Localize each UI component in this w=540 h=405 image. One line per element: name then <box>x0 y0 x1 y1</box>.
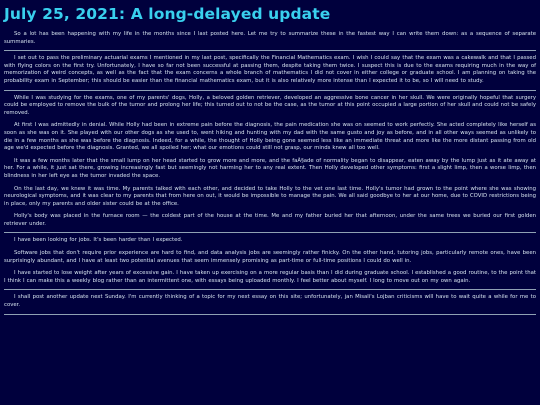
holly-paragraph-4: On the last day, we knew it was time. My parents talked with each other, and decided to take Holly to the vet one last time. Holly's tumor had grown to the point where she was showing neurological symptoms, and it was clear to my parents that from here on out, it would be impossible to manage the pain. We all said goodbye to her at our home, due to COVID restrictions being in place, only my parents and older sister could be at the office. <box>4 185 536 207</box>
jobs-paragraph-1: I have been looking for jobs. It's been harder than I expected. <box>14 237 183 244</box>
section-divider <box>4 232 536 233</box>
holly-paragraph-3: It was a few months later that the small lump on her head started to grow more and more, and the faÃ§ade of normality began to disappear, eaten away by the lump just as it ate away at her. For a while, it just sat there, growing increasingly fast but seemingly not harming her to any real extent. Then Holly developed other symptoms: first a slight limp, then a worse limp, then blindness in her left eye as the tumor invaded the space. <box>4 157 536 179</box>
closing-paragraph: I shall post another update next Sunday. I'm currently thinking of a topic for my next essay on this site; unfortunately, jan Misali's Lojban criticisms will have to wait quite a while for me to cover. <box>4 294 536 309</box>
intro-paragraph: So a lot has been happening with my life in the months since I last posted here. Let me try to summarize these in the fastest way I can write them down: as a sequence of separate summaries. <box>4 31 536 45</box>
jobs-paragraph-2: Software jobs that don't require prior experience are hard to find, and data analysis jobs are seemingly rather finicky. On the other hand, tutoring jobs, particularly remote ones, have been surprisingly abundant, and I have at least two potential avenues that seem immensely promising as part-time or full-time positions I could do well in. <box>4 250 536 264</box>
holly-paragraph-1: While I was studying for the exams, one of my parents' dogs, Holly, a beloved golden retriever, developed an aggressive bone cancer in her skull. We were originally hopeful that surgery could be employed to remove the bulk of the tumor and prolong her life; this turned out to not be the case, as the tumor at this point occupied a large portion of her skull and could not be safely removed. <box>4 94 536 116</box>
holly-paragraph-2: At first I was admittedly in denial. While Holly had been in extreme pain before the diagnosis, the pain medication she was on seemed to work perfectly. She acted completely like herself as soon as she was on it. She played with our other dogs as she used to, went hiking and hunting with my dad with the same gusto and joy as before, and in all other ways seemed as unlikely to die in a few months as she was before the diagnosis. Indeed, for a while, the thought of Holly being gone seemed less like an immediate threat and more like the more distant passing from old age we'd expected before the diagnosis. Granted, we all spoiled her; what our emotions could still not grasp, our minds knew all too well. <box>4 122 536 152</box>
section-divider <box>4 289 536 290</box>
section-divider <box>4 314 536 315</box>
weight-paragraph: I have started to lose weight after years of excessive gain. I have taken up exercising on a more regular basis than I did during graduate school. I established a good routine, to the point that I think I can make this a weekly blog rather than an intermittent one, with essays being uploaded monthly. I feel better about myself. I long to move out on my own again. <box>4 270 536 284</box>
holly-paragraph-5: Holly's body was placed in the furnace room — the coldest part of the house at the time. Me and my father buried her that afternoon, under the same trees we buried our first golden retriever under. <box>4 213 536 227</box>
post-title: July 25, 2021: A long-delayed update <box>4 5 331 23</box>
section-divider <box>4 50 536 51</box>
section-divider <box>4 90 536 91</box>
exams-paragraph: I set out to pass the preliminary actuarial exams I mentioned in my last post, specifically the Financial Mathematics exam. I wish I could say that the exam was a cakewalk and that I passed with flying colors on the first try. Unfortunately, I have so far not been successful at passing them, despite taking them twice. I suspect this is due to the exams requiring much in the way of memorization of weird concepts, as well as the fact that the exam concerns a whole branch of mathematics I did not cover in either college or graduate school. I am planning on taking the probability exam in September; this should be easier than the financial mathematics exam, but it is also relatively more intense than I expected it to be, so I will need to study. <box>4 55 536 84</box>
